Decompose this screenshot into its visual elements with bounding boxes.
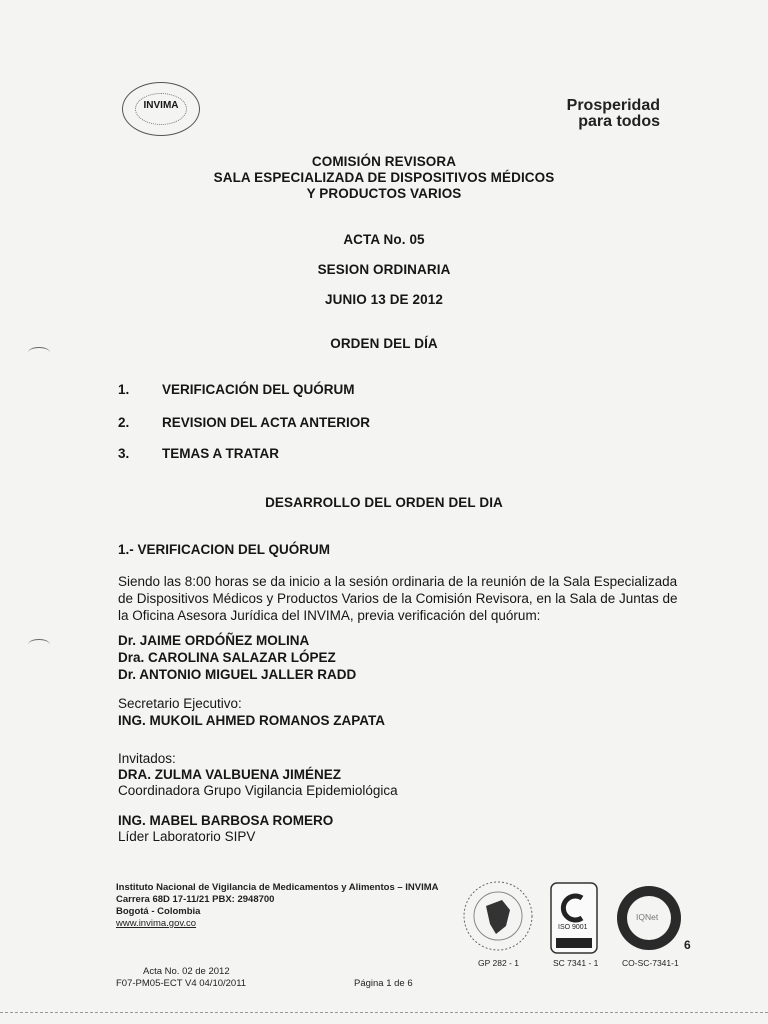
paragraph-line-1: Siendo las 8:00 horas se da inicio a la sesión ordinaria de la reunión de la Sala Especializada [118, 574, 678, 589]
acta-reference [143, 966, 230, 978]
section-1-heading: 1.- VERIFICACION DEL QUÓRUM [118, 542, 331, 557]
seal-label: INVIMA [143, 100, 179, 111]
cert-code-3: CO-SC-7341-1 [622, 958, 679, 968]
member-3: Dr. ANTONIO MIGUEL JALLER RADD [118, 667, 357, 682]
agenda-item-2: REVISION DEL ACTA ANTERIOR [162, 415, 371, 430]
invited-2-role: Líder Laboratorio SIPV [118, 829, 256, 844]
title-line-1: COMISIÓN REVISORA [311, 154, 457, 169]
paragraph-line-3: la Oficina Asesora Jurídica del INVIMA, previa verificación del quórum: [118, 608, 541, 623]
form-code: F07-PM05-ECT V4 04/10/2011 [116, 978, 247, 989]
footer-website-link[interactable]: www.invima.gov.co [116, 918, 197, 929]
session-type: SESION ORDINARIA [317, 262, 451, 277]
development-heading: DESARROLLO DEL ORDEN DEL DIA [265, 495, 503, 510]
cert-code-1: GP 282 - 1 [478, 958, 519, 968]
brand-line-1: Prosperidad [566, 97, 660, 114]
invited-1-name: DRA. ZULMA VALBUENA JIMÉNEZ [118, 767, 341, 782]
footer-address-block [116, 882, 439, 930]
invited-2-name: ING. MABEL BARBOSA ROMERO [118, 813, 334, 828]
invima-seal [122, 82, 200, 136]
page-bottom-edge [0, 1012, 768, 1013]
iso-9001-logo-icon [550, 882, 598, 954]
agenda-num-3: 3. [118, 446, 130, 461]
page-number: Página 1 de 6 [354, 978, 413, 989]
title-line-3: Y PRODUCTOS VARIOS [306, 186, 462, 201]
cert-code-2: SC 7341 - 1 [553, 958, 599, 968]
brand-line-2: para todos [578, 113, 660, 130]
secretary-label: Secretario Ejecutivo: [118, 696, 242, 711]
session-date: JUNIO 13 DE 2012 [325, 292, 443, 307]
side-mark: 6 [684, 938, 691, 952]
title-line-2: SALA ESPECIALIZADA DE DISPOSITIVOS MÉDICOS [213, 170, 555, 185]
member-2: Dra. CAROLINA SALAZAR LÓPEZ [118, 650, 336, 665]
agenda-heading: ORDEN DEL DÍA [330, 336, 438, 351]
paragraph-line-2: de Dispositivos Médicos y Productos Varios de la Comisión Revisora, en la Sala de Juntas de [118, 591, 678, 606]
footer-address: Carrera 68D 17-11/21 PBX: 2948700 [116, 894, 275, 905]
secretary-name: ING. MUKOIL AHMED ROMANOS ZAPATA [118, 713, 385, 728]
iso-badge-label: ISO 9001 [558, 924, 588, 931]
agenda-item-1: VERIFICACIÓN DEL QUÓRUM [162, 382, 355, 397]
agenda-num-2: 2. [118, 415, 130, 430]
invited-1-role: Coordinadora Grupo Vigilancia Epidemiológica [118, 783, 398, 798]
footer-institute: Instituto Nacional de Vigilancia de Medicamentos y Alimentos – INVIMA [116, 882, 439, 893]
members-list [118, 632, 356, 683]
hole-punch-mark [28, 347, 50, 358]
footer-city: Bogotá - Colombia [116, 906, 201, 917]
quorum-paragraph [118, 573, 698, 624]
agenda-item-3: TEMAS A TRATAR [162, 446, 279, 461]
hole-punch-mark [28, 639, 50, 650]
agenda-num-1: 1. [118, 382, 130, 397]
certification-seal-icon [462, 880, 534, 956]
member-1: Dr. JAIME ORDÓÑEZ MOLINA [118, 633, 310, 648]
brand-logo [567, 98, 660, 130]
iqnet-badge-label: IQNet [636, 912, 659, 922]
acta-number: ACTA No. 05 [343, 232, 425, 247]
acta-ref-line: Acta No. 02 de 2012 [143, 966, 230, 977]
invited-label: Invitados: [118, 751, 176, 766]
